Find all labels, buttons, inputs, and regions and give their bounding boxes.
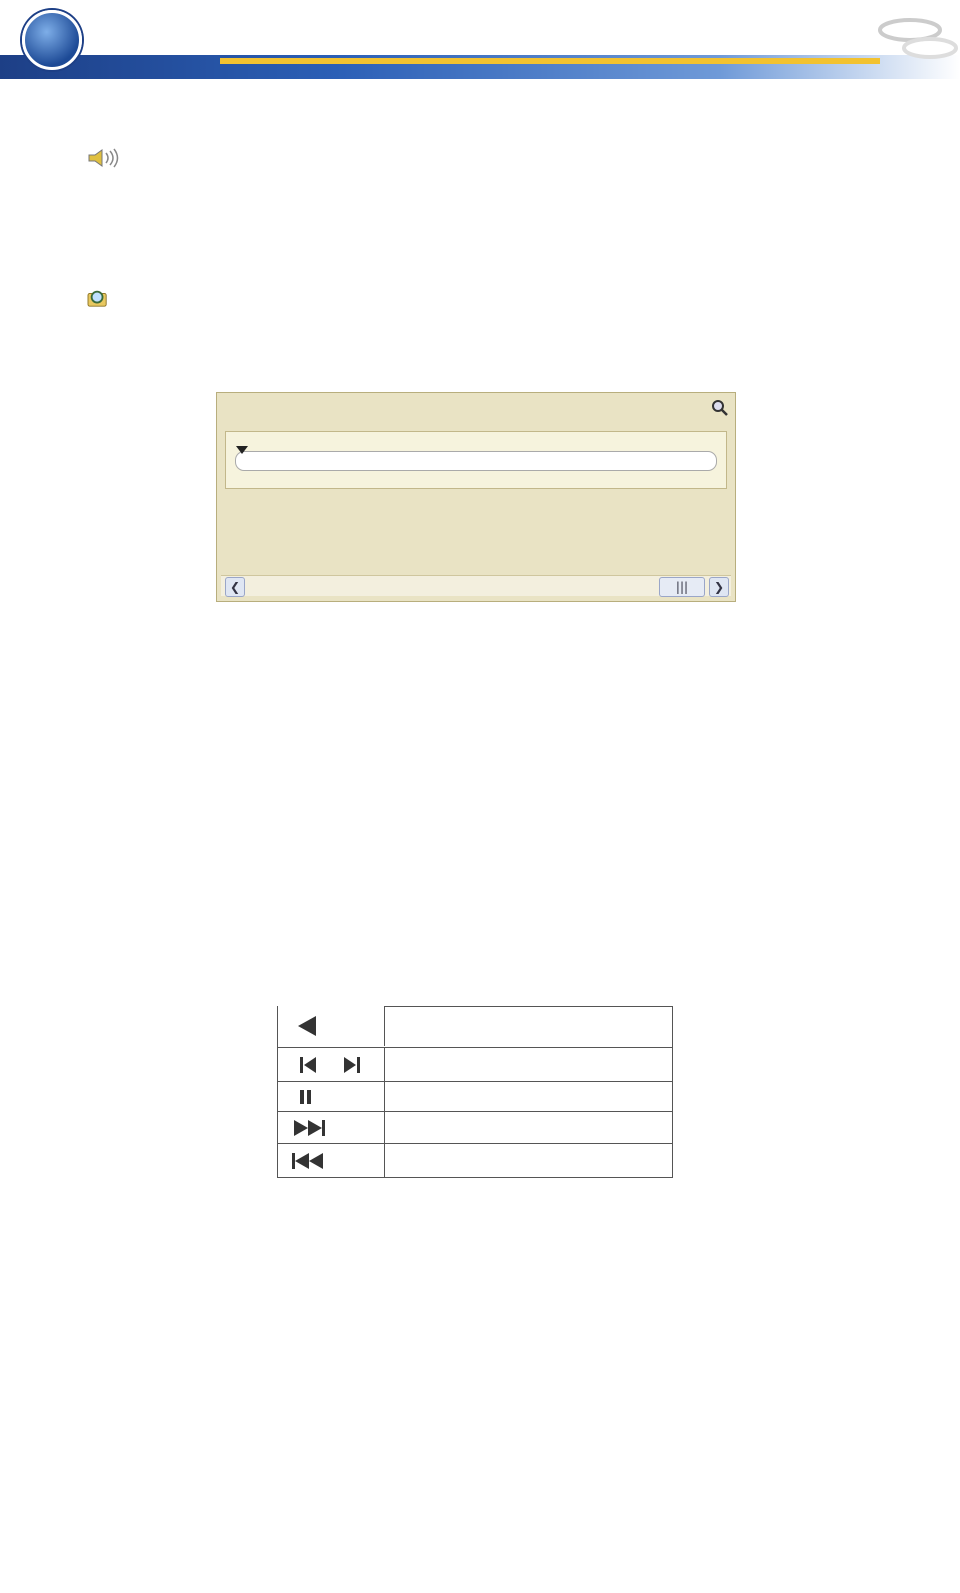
pause-icon[interactable]: [278, 1082, 384, 1112]
control-row: [278, 1111, 672, 1144]
timeline-top-ticks: [217, 435, 735, 451]
control-row: [278, 1081, 672, 1112]
search-widget: [216, 392, 736, 602]
scroll-thumb[interactable]: |||: [659, 577, 705, 597]
scroll-left-icon[interactable]: ❮: [225, 577, 245, 597]
scroll-right-icon[interactable]: ❯: [709, 577, 729, 597]
header-decoration-icon: [840, 0, 960, 80]
folder-search-icon: [85, 288, 111, 308]
day-cards: [221, 501, 729, 571]
fast-rewind-icon[interactable]: [278, 1144, 384, 1177]
speaker-icon: [85, 148, 123, 168]
timeline-bottom-ticks: [217, 473, 735, 489]
frame-step-icon[interactable]: [278, 1048, 384, 1082]
control-row: [278, 1143, 672, 1177]
timeline-marker[interactable]: [236, 446, 248, 454]
timeline-bar[interactable]: [235, 451, 717, 471]
header-stripe: [220, 58, 880, 64]
control-row: [278, 1006, 672, 1046]
fast-forward-icon[interactable]: [278, 1112, 384, 1144]
logo-icon: [22, 10, 82, 70]
search-paragraph: [5, 282, 945, 312]
timeline-bar-ticks: [236, 452, 716, 470]
controls-table: [277, 1006, 673, 1178]
audio-paragraph: [5, 142, 945, 172]
search-icon[interactable]: [711, 399, 729, 417]
control-row: [278, 1047, 672, 1082]
rewind-play-icon[interactable]: [278, 1006, 384, 1046]
widget-scrollbar[interactable]: [221, 575, 731, 596]
